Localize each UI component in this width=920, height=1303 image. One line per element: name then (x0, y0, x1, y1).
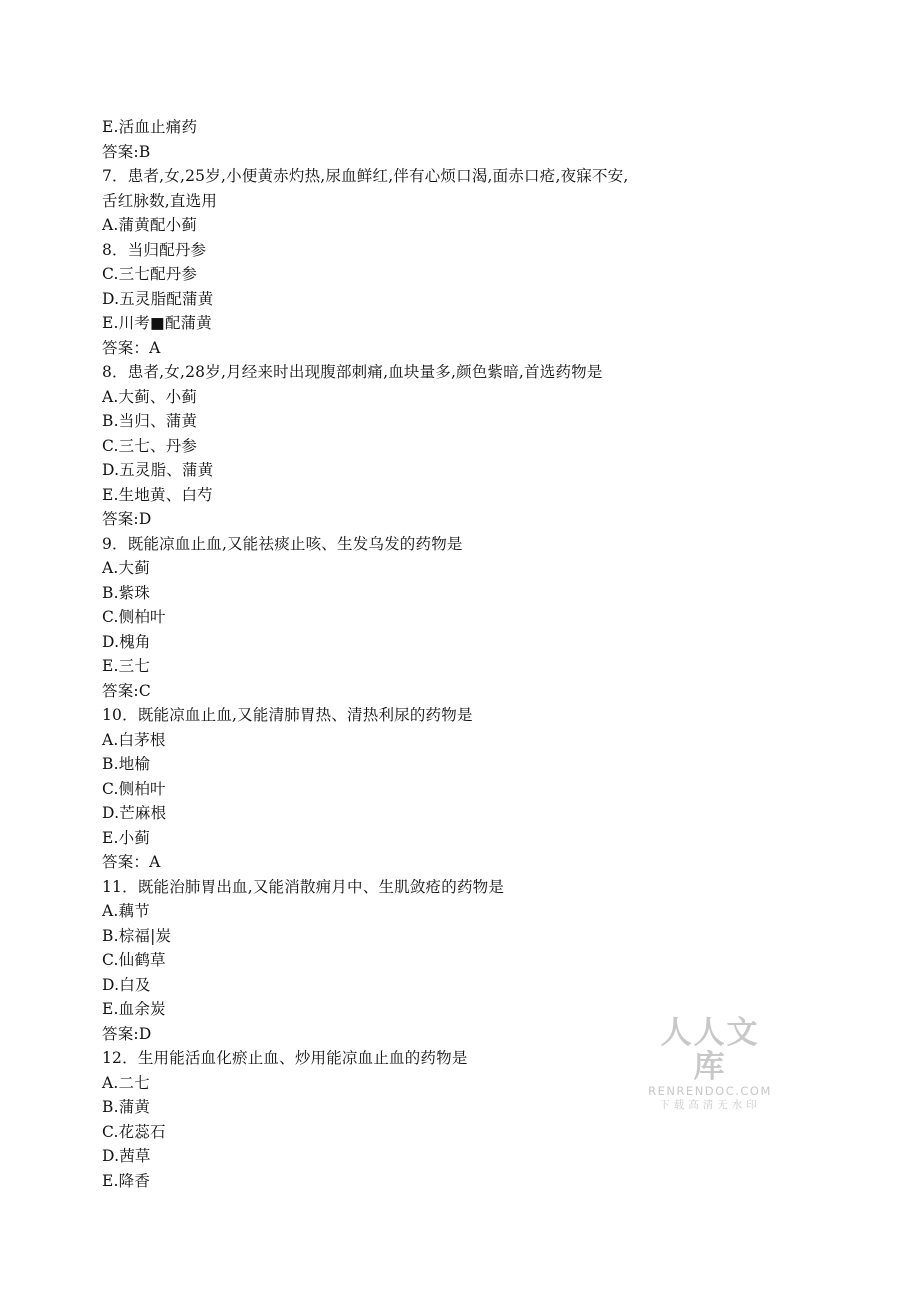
option-line: D.芒麻根 (102, 804, 167, 822)
option-line: D.槐角 (102, 632, 151, 651)
option-line: E.川考■配蒲黄 (102, 314, 212, 332)
option-line: E.三七 (102, 657, 151, 675)
question-line: 9．既能凉血止血,又能祛痰止咳、生发乌发的药物是 (102, 534, 463, 553)
option-line: E.降香 (102, 1171, 151, 1190)
option-line: A.二七 (102, 1073, 150, 1092)
option-line: A.大蓟 (102, 559, 150, 577)
option-line: A.白茅根 (102, 730, 166, 749)
option-line: D.五灵脂配蒲黄 (102, 289, 214, 308)
answer-line: 答案:D (102, 510, 152, 528)
option-line: B.紫珠 (102, 583, 151, 602)
question-line: 11．既能治肺胃出血,又能消散痈月中、生肌敛疮的药物是 (102, 877, 505, 896)
option-line: 8．当归配丹参 (102, 240, 207, 259)
watermark-logo (645, 1016, 775, 1113)
option-line: D.茜草 (102, 1147, 151, 1165)
question-line: 7．患者,女,25岁,小便黄赤灼热,尿血鲜红,伴有心烦口渴,面赤口疮,夜寐不安, (102, 167, 629, 185)
option-line: B.棕福|炭 (102, 926, 172, 945)
option-line: C.花蕊石 (102, 1122, 166, 1141)
option-line: E.血余炭 (102, 1000, 166, 1018)
question-line: 8．患者,女,28岁,月经来时出现腹部刺痛,血块量多,颜色紫暗,首选药物是 (102, 363, 603, 381)
option-line: C.仙鹤草 (102, 951, 166, 969)
text-line: E.活血止痛药 (102, 118, 198, 136)
option-line: C.侧柏叶 (102, 608, 166, 626)
question-line: 12．生用能活血化瘀止血、炒用能凉血止血的药物是 (102, 1049, 468, 1067)
option-line: A.大蓟、小蓟 (102, 387, 198, 406)
answer-line: 答案:D (102, 1024, 152, 1043)
option-line: A.蒲黄配小蓟 (102, 216, 198, 234)
option-line: D.五灵脂、蒲黄 (102, 461, 214, 479)
question-line: 10．既能凉血止血,又能清肺胃热、清热利尿的药物是 (102, 706, 473, 724)
answer-line: 答案:B (102, 142, 151, 161)
answer-line: 答案：A (102, 853, 161, 871)
option-line: A.藕节 (102, 902, 150, 920)
option-line: B.地榆 (102, 755, 151, 773)
option-line: C.三七、丹参 (102, 436, 198, 455)
option-line: C.三七配丹参 (102, 265, 198, 283)
option-line: B.蒲黄 (102, 1098, 151, 1116)
watermark-url: RENRENDOC.COM (648, 1084, 772, 1098)
watermark-subtitle: 下载高清无水印 (659, 1099, 761, 1111)
answer-line: 答案:C (102, 681, 151, 700)
watermark-title: 人人文库 (660, 1015, 760, 1085)
option-line: D.白及 (102, 975, 151, 994)
option-line: E.生地黄、白芍 (102, 485, 213, 504)
option-line: B.当归、蒲黄 (102, 412, 198, 430)
answer-line: 答案：A (102, 338, 161, 357)
option-line: E.小蓟 (102, 828, 151, 847)
question-line: 舌红脉数,直选用 (102, 191, 218, 210)
option-line: C.侧柏叶 (102, 779, 166, 798)
